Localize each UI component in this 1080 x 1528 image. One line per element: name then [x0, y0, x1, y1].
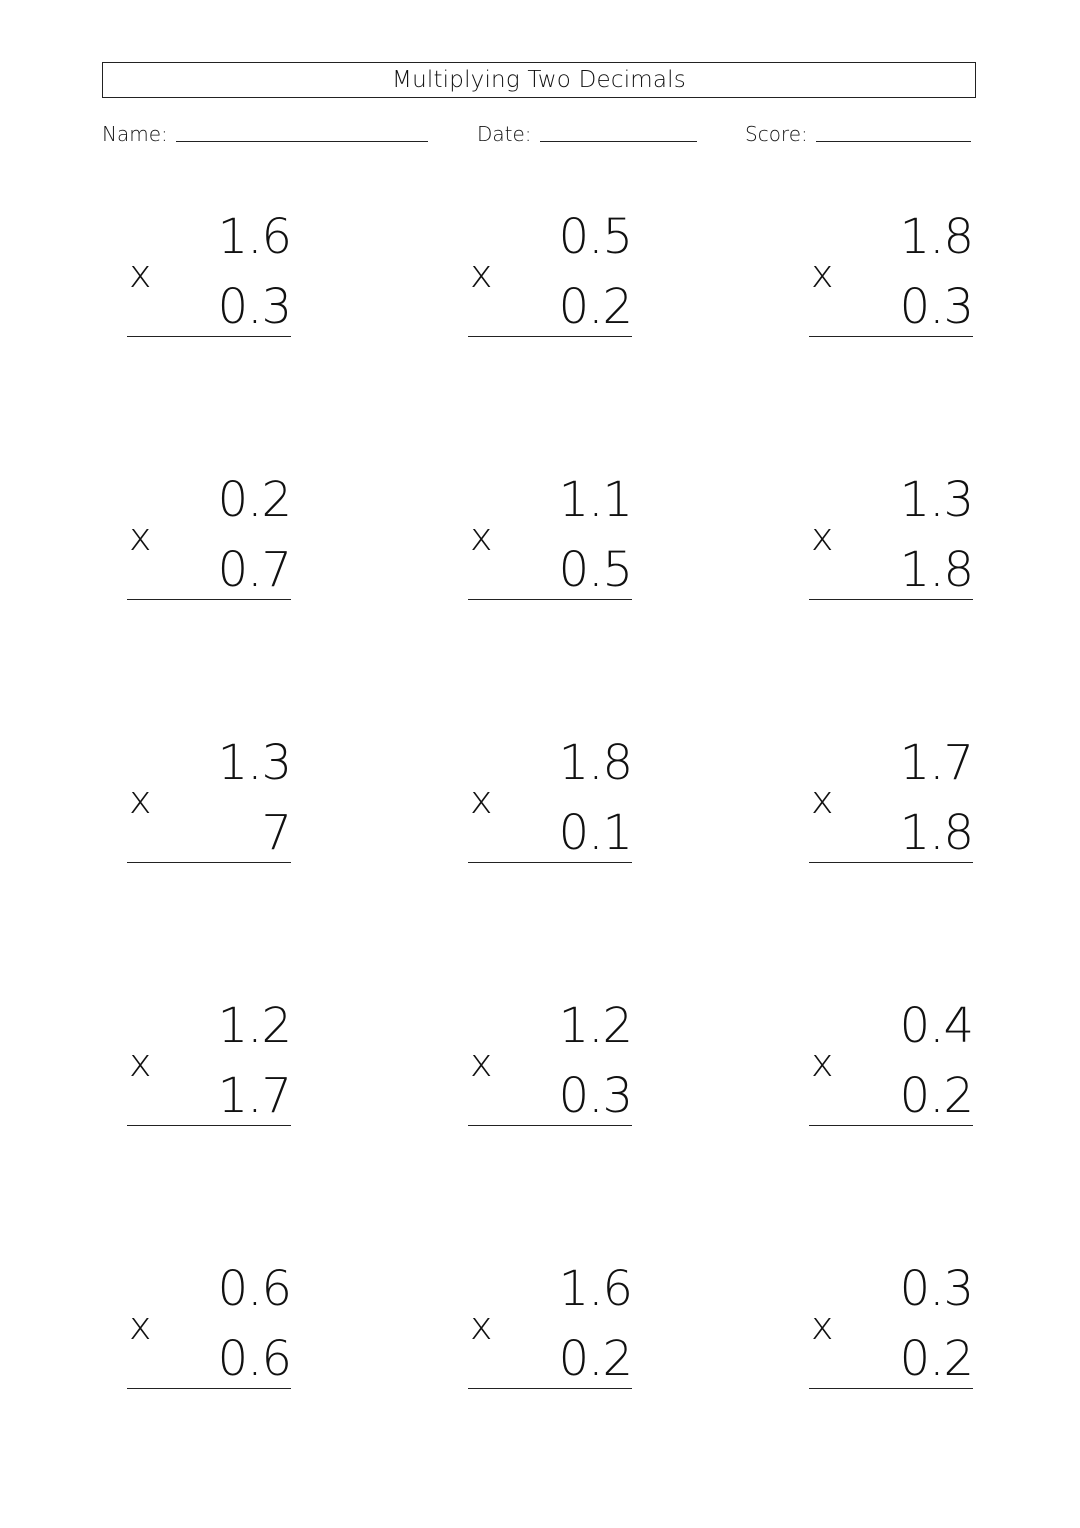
problem-1 — [127, 209, 291, 343]
problem-7 — [127, 735, 291, 869]
answer-line[interactable] — [468, 1388, 632, 1389]
multiplicand: 0.3 — [899, 1261, 973, 1317]
multiply-sign: x — [129, 778, 152, 822]
multiply-sign: x — [129, 1041, 152, 1085]
answer-line[interactable] — [809, 1388, 973, 1389]
problem-6 — [809, 472, 973, 606]
multiply-sign: x — [470, 1041, 493, 1085]
multiplier: 0.5 — [558, 542, 632, 598]
multiplier: 0.1 — [558, 805, 632, 861]
multiply-sign: x — [811, 1304, 834, 1348]
multiplicand: 1.3 — [899, 472, 973, 528]
answer-line[interactable] — [127, 1125, 291, 1126]
score-label: Score: — [745, 122, 808, 146]
multiplicand: 1.7 — [899, 735, 973, 791]
answer-line[interactable] — [468, 862, 632, 863]
multiplicand: 1.8 — [899, 209, 973, 265]
multiplicand: 1.2 — [558, 998, 632, 1054]
answer-line[interactable] — [127, 1388, 291, 1389]
problem-9 — [809, 735, 973, 869]
multiplicand: 1.6 — [217, 209, 291, 265]
problem-3 — [809, 209, 973, 343]
multiplicand: 0.6 — [217, 1261, 291, 1317]
problem-12 — [809, 998, 973, 1132]
multiplier: 0.2 — [899, 1331, 973, 1387]
multiply-sign: x — [811, 778, 834, 822]
multiply-sign: x — [129, 1304, 152, 1348]
multiplier: 7 — [261, 805, 291, 861]
answer-line[interactable] — [127, 862, 291, 863]
multiplicand: 0.5 — [558, 209, 632, 265]
multiplier: 0.2 — [558, 279, 632, 335]
answer-line[interactable] — [468, 336, 632, 337]
multiplier: 0.3 — [217, 279, 291, 335]
problem-8 — [468, 735, 632, 869]
multiplier: 0.2 — [899, 1068, 973, 1124]
multiply-sign: x — [811, 252, 834, 296]
worksheet-title: Multiplying Two Decimals — [102, 62, 976, 98]
problem-15 — [809, 1261, 973, 1395]
multiplicand: 0.2 — [217, 472, 291, 528]
multiplicand: 1.8 — [558, 735, 632, 791]
multiply-sign: x — [129, 515, 152, 559]
multiplier: 0.7 — [217, 542, 291, 598]
multiply-sign: x — [811, 1041, 834, 1085]
multiplicand: 1.3 — [217, 735, 291, 791]
problem-10 — [127, 998, 291, 1132]
answer-line[interactable] — [127, 336, 291, 337]
multiplier: 0.2 — [558, 1331, 632, 1387]
multiplicand: 1.1 — [558, 472, 632, 528]
date-label: Date: — [477, 122, 532, 146]
multiplier: 1.8 — [899, 542, 973, 598]
problem-11 — [468, 998, 632, 1132]
multiplicand: 1.2 — [217, 998, 291, 1054]
multiplier: 0.6 — [217, 1331, 291, 1387]
multiplier: 1.7 — [217, 1068, 291, 1124]
multiplier: 0.3 — [899, 279, 973, 335]
answer-line[interactable] — [809, 1125, 973, 1126]
problem-13 — [127, 1261, 291, 1395]
multiplicand: 0.4 — [899, 998, 973, 1054]
multiply-sign: x — [811, 515, 834, 559]
answer-line[interactable] — [127, 599, 291, 600]
multiply-sign: x — [129, 252, 152, 296]
multiply-sign: x — [470, 515, 493, 559]
answer-line[interactable] — [468, 1125, 632, 1126]
problem-14 — [468, 1261, 632, 1395]
problem-2 — [468, 209, 632, 343]
multiplicand: 1.6 — [558, 1261, 632, 1317]
answer-line[interactable] — [468, 599, 632, 600]
answer-line[interactable] — [809, 599, 973, 600]
multiply-sign: x — [470, 1304, 493, 1348]
answer-line[interactable] — [809, 336, 973, 337]
multiply-sign: x — [470, 252, 493, 296]
multiplier: 1.8 — [899, 805, 973, 861]
problem-5 — [468, 472, 632, 606]
name-label: Name: — [102, 122, 168, 146]
answer-line[interactable] — [809, 862, 973, 863]
multiply-sign: x — [470, 778, 493, 822]
multiplier: 0.3 — [558, 1068, 632, 1124]
problem-4 — [127, 472, 291, 606]
